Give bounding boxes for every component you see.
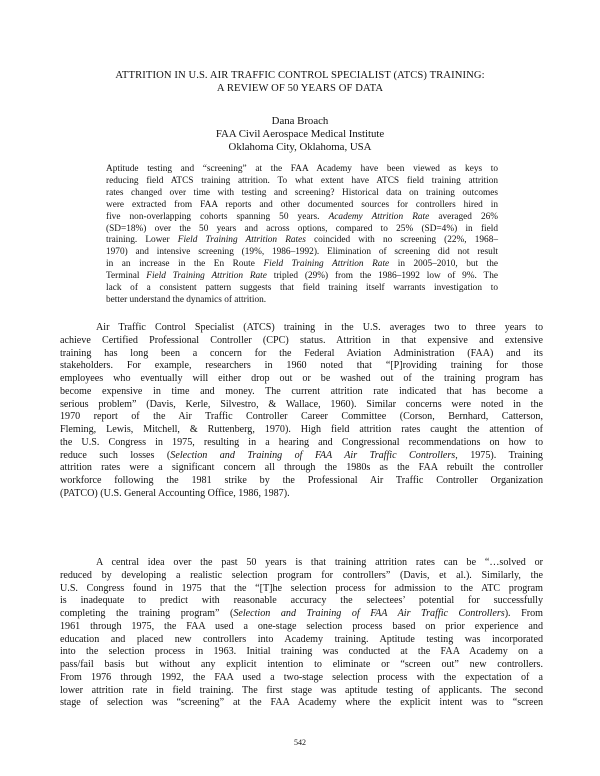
- paragraph-line: A central idea over the past 50 years is that training attrition rates can be “…solved or: [96, 557, 543, 568]
- author-name: Dana Broach: [271, 115, 329, 127]
- citation-title: Selection and Training of FAA Air Traffic Controllers: [233, 608, 505, 619]
- abstract-term: Field Training Attrition Rate: [146, 271, 267, 282]
- abstract-line: (SD=18%) over the 50 years and across options, compared to 25% (SD=4%) in field: [106, 223, 498, 234]
- abstract-text: five non-overlapping cohorts spanning 50 years.: [106, 211, 320, 222]
- page-number: 542: [294, 738, 306, 747]
- abstract-text: coincided with no screening (22%, 1968–: [314, 235, 498, 246]
- paragraph-line: achieve Certified Professional Controller (CPC) status. Attrition in that expensive and extensive: [60, 334, 543, 346]
- paragraph-line: employees who eventually will either drop out or be washed out of the training program has: [60, 373, 543, 384]
- paragraph-text: reduce such losses (: [60, 449, 171, 461]
- paragraph-text: ). From: [504, 608, 543, 619]
- paragraph-line: From 1976 through 1992, the FAA used a two-stage selection process with the expectation of a: [60, 671, 543, 683]
- paragraph-line: (PATCO) (U.S. General Accounting Office, 1986, 1987).: [60, 487, 290, 499]
- abstract-line: [106, 235, 498, 247]
- paragraph-line: become expensive in time and money. The current attrition rate indicated that has become a: [60, 385, 543, 397]
- paragraph-text: , 1975). Training: [455, 449, 543, 461]
- abstract-line: [106, 212, 498, 224]
- paragraph-line: U.S. Congress found in 1975 that the “[T]he selection process for admission to the ATC program: [60, 582, 543, 594]
- abstract-line: [106, 271, 498, 283]
- abstract-line: rates changed over time with testing and screening? Historical data on training outcomes: [106, 187, 498, 198]
- paper-title: [60, 69, 540, 95]
- author-block: [60, 115, 540, 154]
- paragraph-line: training has long been a concern for the Federal Aviation Administration (FAA) and its: [60, 347, 543, 359]
- abstract-text: in an increase in the En Route: [106, 259, 255, 270]
- abstract-line: Aptitude testing and “screening” at the FAA Academy have been viewed as keys to: [106, 164, 498, 174]
- abstract: [106, 164, 498, 307]
- abstract-text: in 2005–2010, but the: [397, 259, 499, 270]
- paragraph-line: workforce following the 1981 strike by the Professional Air Traffic Controller Organization: [60, 475, 543, 486]
- abstract-term: Field Training Attrition Rate: [263, 259, 390, 270]
- paragraph-line: serious problem” (Davis, Kerle, Silvestro, & Wallace, 1960). Similar concerns were noted in the: [60, 398, 543, 410]
- paragraph-line: attrition rates were a significant concern all through the 1980s as the FAA rebuilt the controller: [60, 462, 543, 474]
- paragraph-line: [60, 608, 543, 621]
- paragraph-line: [60, 450, 543, 463]
- abstract-term: Academy Attrition Rate: [328, 211, 430, 222]
- paragraph-line: 1961 through 1975, the FAA used a one-stage selection process based on prior experience and: [60, 620, 543, 632]
- paragraph-text: completing the training program” (: [60, 608, 234, 619]
- paragraph-line: Fleming, Lewis, Mitchell, & Ruttenberg, 1970). High field attrition rates caught the attention of: [60, 424, 543, 435]
- author-affiliation: FAA Civil Aerospace Medical Institute: [215, 128, 385, 140]
- paragraph-line: 1970 report of the Air Traffic Controller Career Committee (Corson, Bernhard, Catterson,: [60, 411, 543, 423]
- abstract-text: tripled (29%) from the 1986–1992 low of 9%. The: [273, 271, 499, 282]
- title-line-1: ATTRITION IN U.S. AIR TRAFFIC CONTROL SPECIALIST (ATCS) TRAINING:: [115, 70, 485, 81]
- paragraph-line: is inadequate to predict with reasonable accuracy the selectees’ potential for successfully: [60, 595, 543, 607]
- paragraph-line: pass/fail basis but without any explicit intention to eliminate or “screen out” new controllers.: [60, 659, 543, 670]
- paragraph-line: stage of selection was “screening” at the FAA Academy where the explicit intent was to “screen: [60, 697, 543, 709]
- abstract-term: Field Training Attrition Rates: [177, 235, 306, 246]
- title-line-2: A REVIEW OF 50 YEARS OF DATA: [216, 83, 384, 94]
- author-location: Oklahoma City, Oklahoma, USA: [228, 141, 372, 153]
- paragraph-line: stakeholders. For example, researchers in 1960 noted that “[P]roviding training for those: [60, 360, 543, 372]
- abstract-line: 1970) and intensive screening (19%, 1986–1992). Elimination of screening did not result: [106, 247, 498, 258]
- body-paragraph-2: [60, 557, 543, 710]
- paragraph-line: Air Traffic Control Specialist (ATCS) training in the U.S. averages two to three years to: [96, 322, 543, 333]
- abstract-line: lack of a consistent pattern suggests that field training itself warrants investigation to: [106, 283, 498, 294]
- abstract-line: [106, 259, 498, 271]
- citation-title: Selection and Training of FAA Air Traffic Controllers: [170, 449, 456, 461]
- abstract-text: training. Lower: [106, 235, 170, 246]
- paragraph-line: lower attrition rate in field training. The first stage was aptitude testing of applicants. The second: [60, 684, 543, 696]
- abstract-text: Terminal: [106, 271, 140, 282]
- abstract-line: reducing field ATCS training attrition. To what extent have ATCS field training attrition: [106, 175, 498, 186]
- paragraph-line: the U.S. Congress in 1975, resulting in a hearing and Congressional recommendations on how to: [60, 436, 543, 448]
- abstract-line: were extracted from FAA reports and other documented sources for controllers hired in: [106, 199, 498, 210]
- paragraph-line: into the selection process in 1963. Initial training was conducted at the FAA Academy on a: [60, 646, 543, 658]
- body-paragraph-1: [60, 322, 543, 501]
- paragraph-line: reduced by developing a realistic selection program for controllers” (Davis, et al.). Similarly, the: [60, 569, 543, 581]
- abstract-line: better understand the dynamics of attrition.: [106, 294, 267, 305]
- abstract-text: averaged 26%: [438, 211, 499, 222]
- paragraph-line: education and placed new controllers into Academy training. Aptitude testing was incorporated: [60, 633, 543, 645]
